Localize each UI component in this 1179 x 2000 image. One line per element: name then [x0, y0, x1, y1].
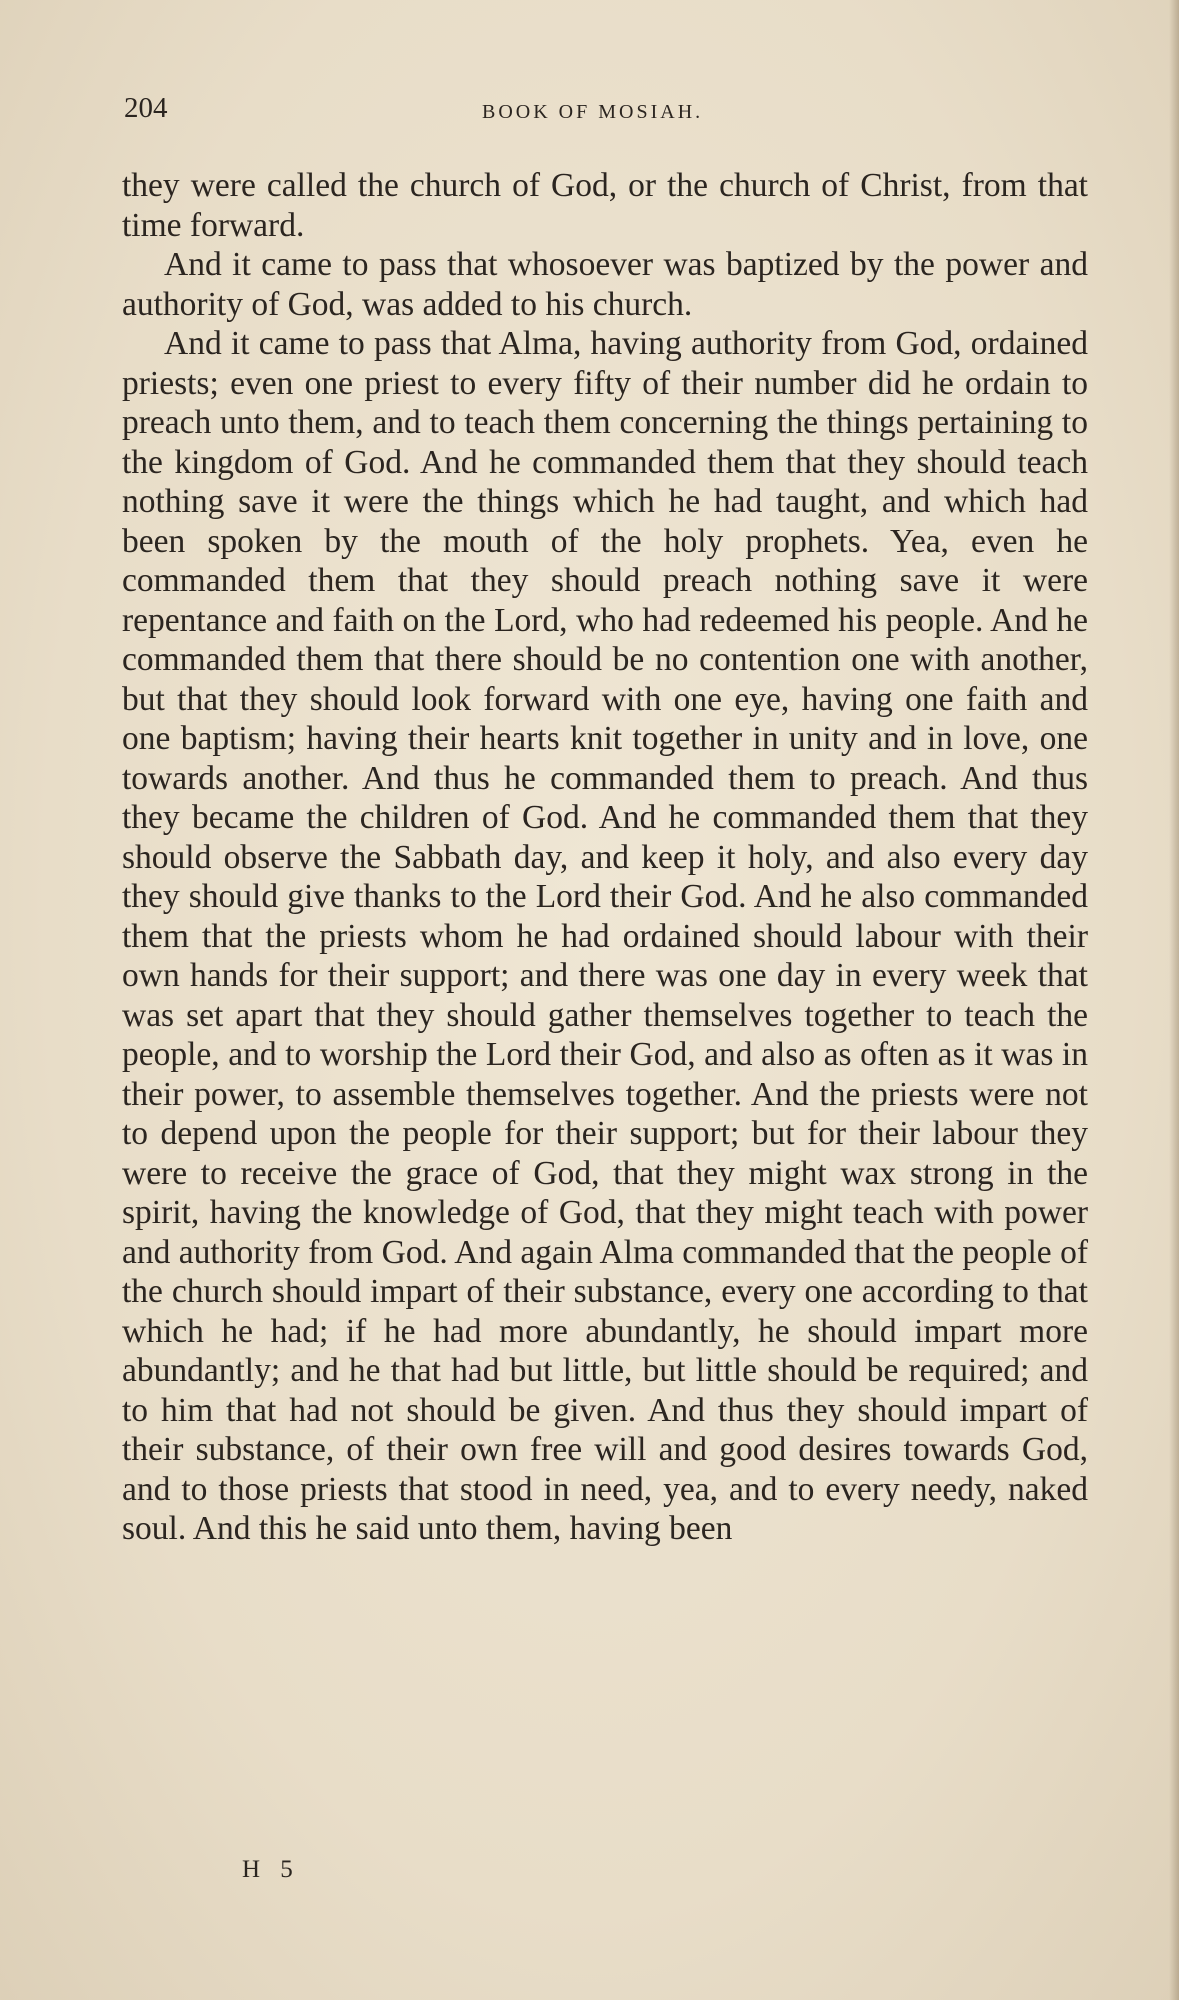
paragraph-alma-ordained-priests: And it came to pass that Alma, having authority from God, ordained priests; even one priest to every fifty of their number did he ordain to preach unto them, and to teach them concerning the things pertaining to the kingdom of God. And he commanded them that they should teach nothing save it were the things which he had taught, and which had been spoken by the mouth of the holy prophets. Yea, even he commanded them that they should preach nothing save it were repentance and faith on the Lord, who had redeemed his people. And he commanded them that there should be no contention one with another, but that they should look forward with one eye, having one faith and one baptism; having their hearts knit together in unity and in love, one towards another. And thus he commanded them to preach. And thus they became the children of God. And he commanded them that they should observe the Sabbath day, and keep it holy, and also every day they should give thanks to the Lord their God. And he also commanded them that the priests whom he had ordained should labour with their own hands for their support; and there was one day in every week that was set apart that they should gather themselves together to teach the people, and to worship the Lord their God, and also as often as it was in their power, to assemble themselves together. And the priests were not to depend upon the people for their support; but for their labour they were to receive the grace of God, that they might wax strong in the spirit, having the knowledge of God, that they might teach with power and authority from God. And again Alma commanded that the people of the church should impart of their substance, every one according to that which he had; if he had more abundantly, he should impart more abundantly; and he that had but little, but little should be required; and to him that had not should be given. And thus they should impart of their substance, of their own free will and good desires towards God, and to those priests that stood in need, yea, and to every needy, naked soul. And this he said unto them, having been [122, 325, 1088, 1547]
page-edge-shadow [1169, 0, 1179, 2000]
body-text [122, 166, 1088, 1549]
page-number: 204 [124, 92, 168, 124]
page-header [124, 92, 1084, 132]
paragraph-continuation: they were called the church of God, or the church of Christ, from that time forward. [122, 167, 1088, 244]
running-head: BOOK OF MOSIAH. [482, 101, 704, 123]
paragraph-baptized: And it came to pass that whosoever was baptized by the power and authority of God, was added to his church. [122, 246, 1088, 323]
signature-mark: H 5 [242, 1856, 300, 1883]
